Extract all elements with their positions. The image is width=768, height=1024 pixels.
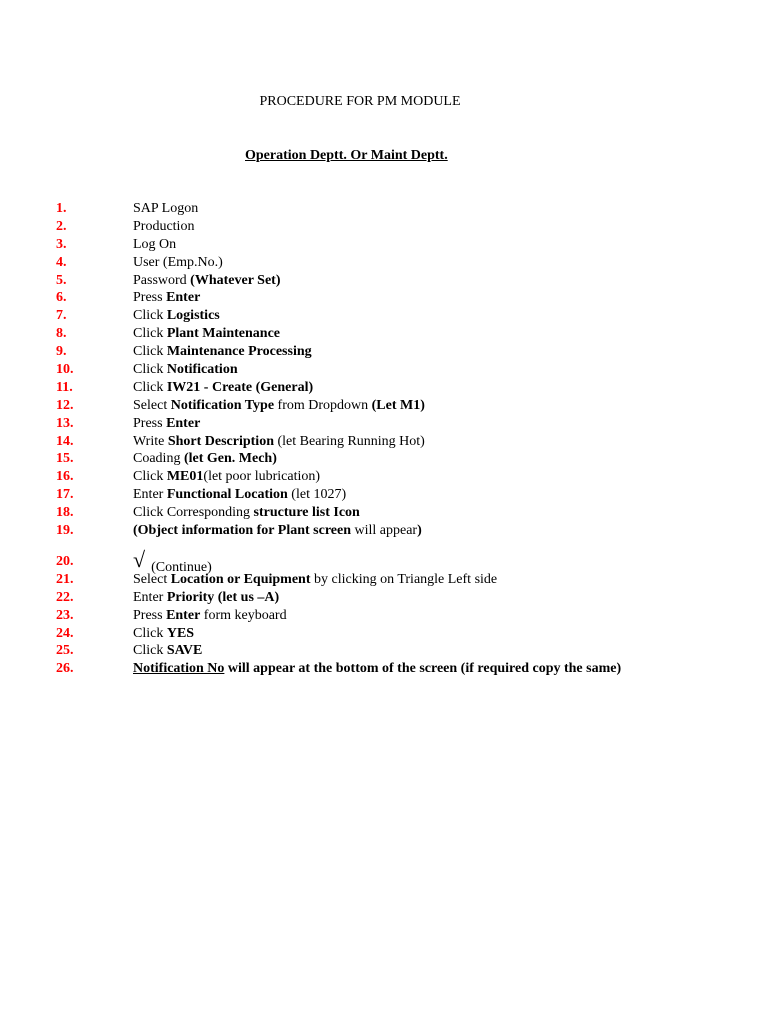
procedure-step (0, 397, 768, 415)
step-text (133, 504, 360, 522)
step-text-part: Click (133, 469, 167, 485)
step-text (133, 254, 223, 272)
step-text-part: Select (133, 571, 171, 587)
step-number: 25. (56, 643, 74, 659)
procedure-step (0, 415, 768, 433)
step-number: 22. (56, 589, 74, 605)
step-text (133, 589, 279, 607)
step-text (133, 642, 202, 660)
step-text-bold: ) (417, 523, 422, 539)
step-number: 1. (56, 201, 67, 216)
step-text (133, 433, 425, 451)
step-text-bold: Notification (166, 362, 238, 378)
step-text-part: by clicking on Triangle Left side (310, 571, 498, 587)
step-text-bold: YES (166, 625, 195, 641)
step-text-part: Write (133, 433, 168, 449)
step-text-part: Enter (133, 487, 167, 503)
step-text-bold: Enter (166, 415, 201, 431)
step-number: 24. (56, 625, 74, 641)
step-text-part: form keyboard (200, 607, 287, 623)
procedure-step (0, 325, 768, 343)
step-text (133, 307, 220, 325)
procedure-step (0, 522, 768, 540)
step-number: 16. (56, 469, 74, 485)
procedure-step (0, 642, 768, 660)
step-number: 21. (56, 571, 74, 587)
step-number: 11. (56, 379, 73, 395)
step-text-bold: ME01 (166, 469, 204, 485)
step-text-bold: Notification No (133, 661, 225, 677)
step-number: 5. (56, 272, 67, 288)
step-number: 12. (56, 397, 74, 413)
step-number: 17. (56, 487, 74, 503)
step-number: 8. (56, 326, 67, 342)
procedure-step (0, 307, 768, 325)
step-text (133, 571, 497, 589)
step-text-bold: Location or Equipment (170, 571, 311, 587)
step-text-bold: (let Gen. Mech) (183, 451, 277, 467)
step-number: 15. (56, 451, 74, 467)
step-text (133, 361, 238, 379)
procedure-step (0, 486, 768, 504)
procedure-step (0, 450, 768, 468)
step-number: 23. (56, 607, 74, 623)
check-mark-icon: √ (133, 546, 146, 572)
procedure-steps-list (0, 200, 768, 678)
procedure-step (0, 625, 768, 643)
step-number: 19. (56, 523, 74, 539)
step-text-part: (let poor lubrication) (203, 469, 321, 485)
step-text-part: will appear (351, 523, 418, 539)
step-text-bold: Logistics (166, 308, 220, 324)
step-number: 20. (56, 553, 74, 569)
step-text (133, 218, 194, 236)
step-text-part: Click (133, 643, 167, 659)
step-text-bold: SAVE (166, 643, 203, 659)
procedure-step (0, 289, 768, 307)
step-text-part: Click (133, 344, 167, 360)
step-text-part: Press (133, 607, 167, 623)
step-text-part: Click Corresponding (133, 505, 254, 521)
procedure-step (0, 200, 768, 218)
step-text (133, 200, 198, 218)
step-text-bold: Functional Location (166, 487, 288, 503)
step-text-bold: will appear at the bottom of the screen (if required copy the same) (224, 661, 622, 677)
step-text-part: Log On (133, 236, 177, 252)
step-number: 9. (56, 344, 67, 360)
procedure-step (0, 504, 768, 522)
step-text-part: Press (133, 415, 167, 431)
procedure-step (0, 343, 768, 361)
step-text-bold: (Object information for Plant screen (133, 523, 351, 539)
step-number: 10. (56, 362, 74, 378)
step-text (133, 486, 346, 504)
procedure-step (0, 660, 768, 678)
document-title (0, 94, 768, 110)
step-text-bold: Priority (let us –A) (166, 589, 280, 605)
step-text (133, 415, 200, 433)
step-text-part: Production (133, 218, 195, 234)
step-text-bold: (Whatever Set) (190, 272, 281, 288)
step-number: 14. (56, 433, 74, 449)
step-text-part: Select (133, 397, 171, 413)
step-text (133, 660, 621, 678)
step-text-bold: Plant Maintenance (166, 326, 280, 342)
step-text-part: Click (133, 326, 167, 342)
procedure-step (0, 589, 768, 607)
step-text-bold: Short Description (167, 433, 274, 449)
step-text (133, 625, 194, 643)
procedure-step (0, 433, 768, 451)
step-text (133, 289, 200, 307)
step-text-bold: Maintenance Processing (166, 344, 312, 360)
procedure-step (0, 361, 768, 379)
step-text-bold: structure list Icon (253, 505, 360, 521)
step-text (133, 397, 425, 415)
document-subtitle: Operation Deptt. Or Maint Deptt. (245, 148, 448, 163)
step-text-part: User (Emp.No.) (133, 254, 223, 270)
step-text-part: Coading (133, 451, 184, 467)
step-number: 2. (56, 218, 67, 234)
step-number: 7. (56, 308, 67, 324)
step-text (133, 522, 422, 540)
step-text-part: Click (133, 379, 167, 395)
step-text-part: Click (133, 625, 167, 641)
step-text (133, 468, 320, 486)
step-text-bold: Notification Type (170, 397, 275, 413)
step-number: 6. (56, 290, 67, 306)
document-title-text: PROCEDURE FOR PM MODULE (259, 94, 461, 109)
step-number: 4. (56, 254, 67, 270)
step-text-part: Click (133, 362, 167, 378)
procedure-step (0, 218, 768, 236)
step-text-part: (let Bearing Running Hot) (273, 433, 425, 449)
step-text (133, 343, 312, 361)
step-text-bold: Enter (166, 607, 201, 623)
procedure-step (0, 379, 768, 397)
step-text (133, 379, 313, 397)
step-text-part: SAP Logon (133, 201, 199, 216)
step-number: 13. (56, 415, 74, 431)
step-text-part: (Continue) (151, 559, 212, 575)
step-number: 26. (56, 661, 74, 677)
procedure-step (0, 236, 768, 254)
procedure-step (0, 607, 768, 625)
step-text-part: Enter (133, 589, 167, 605)
procedure-step (0, 254, 768, 272)
step-text-bold: (Let M1) (371, 397, 425, 413)
step-text (133, 236, 176, 254)
step-text-part: Press (133, 290, 167, 306)
procedure-step (0, 468, 768, 486)
step-text-part: Password (133, 272, 191, 288)
step-text-bold: IW21 - Create (General) (166, 379, 314, 395)
step-number: 18. (56, 505, 74, 521)
step-text-part: Click (133, 308, 167, 324)
procedure-step (0, 571, 768, 589)
step-text (133, 450, 277, 468)
step-text (133, 607, 287, 625)
step-text (133, 325, 280, 343)
step-text (133, 272, 281, 290)
procedure-step (0, 272, 768, 290)
procedure-step (0, 540, 768, 575)
step-number: 3. (56, 236, 67, 252)
step-text-part: (let 1027) (287, 487, 347, 503)
step-text-bold: Enter (166, 290, 201, 306)
step-text-part: from Dropdown (274, 397, 372, 413)
